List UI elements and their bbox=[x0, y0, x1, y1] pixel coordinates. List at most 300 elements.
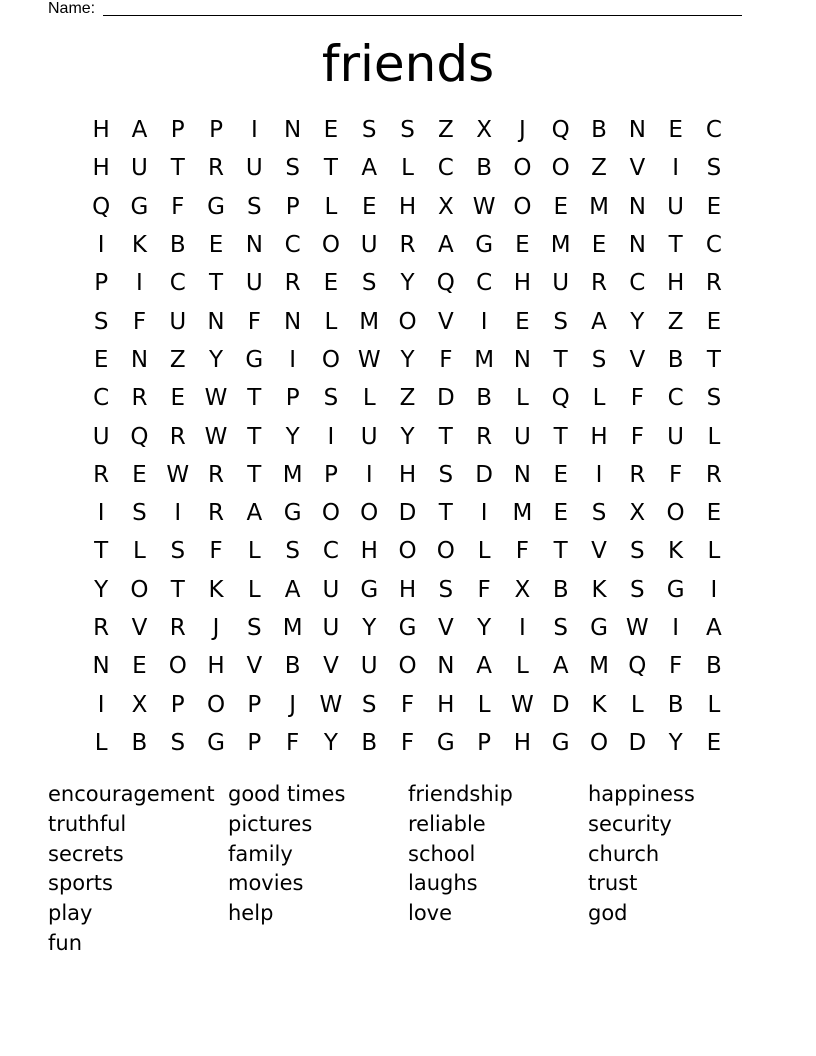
grid-cell: T bbox=[438, 423, 453, 450]
word-list-item: god bbox=[588, 901, 628, 926]
grid-cell: J bbox=[212, 615, 220, 641]
grid-cell: E bbox=[515, 232, 530, 259]
grid-cell: M bbox=[589, 653, 609, 680]
grid-cell: A bbox=[476, 653, 492, 680]
grid-cell: Z bbox=[591, 155, 607, 182]
grid-cell: F bbox=[477, 576, 491, 603]
grid-cell: U bbox=[169, 308, 187, 335]
grid-cell: A bbox=[284, 576, 301, 603]
grid-cell: Y bbox=[323, 729, 338, 756]
grid-cell: Q bbox=[92, 193, 111, 220]
grid-cell: E bbox=[323, 117, 339, 144]
grid-cell: H bbox=[398, 576, 417, 603]
grid-cell: N bbox=[245, 232, 263, 259]
grid-cell: L bbox=[707, 423, 721, 450]
grid-cell: L bbox=[247, 538, 261, 565]
grid-cell: A bbox=[131, 117, 148, 144]
grid-cell: U bbox=[245, 270, 263, 297]
grid-cell: P bbox=[94, 270, 109, 297]
grid-cell: M bbox=[359, 308, 380, 335]
grid-cell: F bbox=[209, 538, 223, 565]
grid-cell: U bbox=[552, 270, 570, 297]
word-list-item: church bbox=[588, 841, 660, 866]
grid-cell: Q bbox=[436, 270, 455, 297]
grid-cell: R bbox=[705, 270, 722, 297]
grid-cell: S bbox=[323, 385, 339, 412]
grid-cell: T bbox=[438, 500, 453, 527]
grid-cell: I bbox=[97, 691, 105, 718]
grid-cell: C bbox=[437, 155, 454, 182]
grid-cell: V bbox=[591, 538, 607, 565]
grid-cell: L bbox=[707, 538, 721, 565]
grid-cell: G bbox=[551, 729, 570, 756]
word-list-item: family bbox=[228, 841, 293, 866]
grid-cell: Y bbox=[668, 729, 683, 756]
grid-cell: A bbox=[591, 308, 607, 335]
grid-cell: P bbox=[285, 385, 300, 412]
grid-cell: L bbox=[516, 653, 529, 680]
grid-cell: O bbox=[130, 576, 149, 603]
grid-cell: Z bbox=[169, 346, 186, 373]
grid-cell: H bbox=[92, 155, 110, 182]
grid-cell: F bbox=[668, 461, 683, 488]
grid-cell: H bbox=[92, 117, 110, 144]
grid-cell: K bbox=[208, 576, 224, 603]
grid-cell: P bbox=[247, 729, 262, 756]
grid-cell: J bbox=[519, 117, 526, 144]
grid-cell: S bbox=[285, 155, 300, 182]
grid-cell: M bbox=[589, 193, 609, 220]
grid-cell: E bbox=[323, 270, 339, 297]
grid-cell: B bbox=[476, 385, 492, 412]
grid-cell: R bbox=[591, 270, 607, 297]
grid-cell: I bbox=[250, 117, 258, 144]
grid-cell: O bbox=[666, 500, 685, 527]
grid-cell: Y bbox=[285, 423, 300, 450]
grid-cell: I bbox=[672, 155, 679, 182]
grid-cell: Z bbox=[667, 308, 684, 335]
grid-cell: C bbox=[169, 270, 186, 297]
grid-cell: D bbox=[475, 461, 493, 488]
grid-cell: V bbox=[323, 653, 339, 680]
grid-cell: N bbox=[284, 308, 302, 335]
grid-cell: C bbox=[629, 270, 646, 297]
grid-cell: M bbox=[550, 232, 571, 259]
grid-cell: I bbox=[97, 500, 105, 527]
word-list-item: help bbox=[228, 901, 274, 926]
grid-cell: Q bbox=[551, 117, 570, 144]
grid-cell: I bbox=[97, 232, 105, 259]
grid-cell: S bbox=[361, 691, 377, 718]
grid-cell: N bbox=[92, 653, 110, 680]
grid-cell: U bbox=[360, 653, 378, 680]
grid-cell: T bbox=[553, 346, 568, 373]
grid-cell: R bbox=[169, 423, 186, 450]
grid-cell: S bbox=[93, 308, 109, 335]
grid-cell: P bbox=[170, 691, 185, 718]
grid-cell: L bbox=[324, 308, 338, 335]
grid-cell: W bbox=[204, 423, 228, 450]
grid-cell: G bbox=[283, 500, 302, 527]
grid-cell: T bbox=[323, 155, 338, 182]
grid-cell: V bbox=[131, 615, 148, 641]
grid-cell: B bbox=[361, 729, 378, 756]
grid-cell: S bbox=[400, 117, 415, 144]
grid-cell: P bbox=[477, 729, 492, 756]
grid-cell: H bbox=[207, 653, 225, 680]
grid-cell: K bbox=[591, 576, 607, 603]
grid-cell: B bbox=[706, 653, 722, 680]
word-list-item: play bbox=[48, 901, 93, 926]
grid-cell: T bbox=[553, 538, 568, 565]
word-list-item: good times bbox=[228, 782, 346, 806]
name-label: Name: bbox=[48, 0, 96, 17]
grid-cell: G bbox=[207, 193, 225, 220]
grid-cell: R bbox=[284, 270, 301, 297]
grid-cell: P bbox=[323, 461, 338, 488]
grid-cell: E bbox=[668, 117, 683, 144]
word-list-item: movies bbox=[228, 871, 304, 896]
grid-cell: V bbox=[629, 155, 646, 182]
grid-cell: L bbox=[247, 576, 261, 603]
word-list-item: laughs bbox=[408, 871, 478, 896]
grid-cell: N bbox=[130, 346, 149, 373]
grid-cell: Y bbox=[94, 576, 109, 603]
grid-cell: N bbox=[284, 117, 302, 144]
grid-cell: E bbox=[591, 232, 607, 259]
grid-cell: O bbox=[360, 500, 379, 527]
grid-cell: F bbox=[439, 346, 453, 373]
grid-cell: O bbox=[321, 232, 340, 259]
grid-cell: E bbox=[553, 461, 568, 488]
grid-cell: T bbox=[706, 346, 721, 373]
grid-cell: L bbox=[401, 155, 414, 182]
grid-cell: S bbox=[630, 538, 645, 565]
grid-cell: C bbox=[476, 270, 493, 297]
grid-cell: Q bbox=[628, 653, 647, 680]
grid-cell: S bbox=[132, 500, 147, 527]
grid-cell: T bbox=[553, 423, 568, 450]
grid-cell: S bbox=[591, 500, 607, 527]
grid-cell: U bbox=[245, 155, 263, 182]
grid-cell: H bbox=[513, 270, 532, 297]
grid-cell: E bbox=[361, 193, 377, 220]
grid-cell: P bbox=[285, 193, 300, 220]
grid-cell: S bbox=[706, 385, 722, 412]
grid-cell: N bbox=[437, 653, 455, 680]
word-list-item: pictures bbox=[228, 811, 313, 836]
grid-cell: I bbox=[519, 615, 526, 641]
grid-cell: F bbox=[515, 538, 530, 565]
grid-cell: L bbox=[707, 691, 721, 718]
grid-cell: G bbox=[398, 615, 417, 641]
grid-cell: H bbox=[590, 423, 608, 450]
grid-cell: R bbox=[476, 423, 493, 450]
grid-cell: I bbox=[710, 576, 718, 603]
grid-cell: W bbox=[357, 346, 381, 373]
grid-cell: A bbox=[437, 232, 454, 259]
grid-cell: O bbox=[168, 653, 187, 680]
grid-cell: G bbox=[475, 232, 494, 259]
grid-cell: F bbox=[171, 193, 185, 220]
grid-cell: I bbox=[595, 461, 603, 488]
grid-cell: L bbox=[362, 385, 376, 412]
grid-cell: U bbox=[360, 423, 378, 450]
grid-cell: A bbox=[361, 155, 378, 182]
grid-cell: G bbox=[130, 193, 149, 220]
grid-cell: U bbox=[667, 423, 685, 450]
grid-cell: T bbox=[247, 385, 262, 412]
grid-cell: Y bbox=[630, 308, 645, 335]
grid-cell: F bbox=[400, 729, 415, 756]
grid-cell: I bbox=[174, 500, 182, 527]
grid-cell: E bbox=[553, 193, 568, 220]
grid-cell: E bbox=[706, 729, 722, 756]
grid-cell: X bbox=[629, 500, 646, 527]
grid-cell: O bbox=[398, 308, 417, 335]
grid-cell: C bbox=[93, 385, 110, 412]
grid-cell: H bbox=[513, 729, 532, 756]
grid-cell: N bbox=[513, 461, 532, 488]
grid-cell: X bbox=[437, 193, 454, 220]
grid-cell: U bbox=[360, 232, 378, 259]
word-list-item: school bbox=[408, 841, 476, 866]
grid-cell: V bbox=[437, 615, 454, 641]
grid-cell: S bbox=[706, 155, 722, 182]
word-list-item: sports bbox=[48, 871, 113, 896]
grid-cell: R bbox=[131, 385, 148, 412]
grid-cell: R bbox=[208, 461, 225, 488]
grid-cell: S bbox=[438, 576, 454, 603]
letter-grid bbox=[82, 111, 733, 762]
grid-cell: H bbox=[360, 538, 378, 565]
grid-cell: U bbox=[131, 155, 148, 182]
grid-cell: C bbox=[667, 385, 684, 412]
grid-cell: T bbox=[94, 538, 109, 565]
grid-cell: O bbox=[321, 500, 340, 527]
grid-cell: U bbox=[322, 615, 340, 641]
grid-cell: A bbox=[706, 615, 722, 641]
grid-cell: S bbox=[361, 117, 377, 144]
grid-cell: G bbox=[590, 615, 608, 641]
grid-cell: S bbox=[285, 538, 300, 565]
grid-cell: H bbox=[437, 691, 455, 718]
word-list-item: fun bbox=[48, 930, 83, 955]
grid-cell: R bbox=[169, 615, 186, 641]
grid-cell: I bbox=[672, 615, 679, 641]
grid-cell: C bbox=[705, 117, 722, 144]
word-list-item: friendship bbox=[408, 782, 513, 806]
grid-cell: I bbox=[480, 308, 488, 335]
grid-cell: E bbox=[553, 500, 568, 527]
grid-cell: B bbox=[552, 576, 569, 603]
grid-cell: E bbox=[93, 346, 109, 373]
grid-cell: W bbox=[625, 615, 649, 641]
grid-cell: G bbox=[360, 576, 379, 603]
grid-cell: U bbox=[513, 423, 531, 450]
grid-cell: E bbox=[706, 308, 722, 335]
grid-cell: U bbox=[92, 423, 110, 450]
grid-cell: S bbox=[438, 461, 454, 488]
grid-cell: T bbox=[668, 232, 683, 259]
grid-cell: B bbox=[591, 117, 607, 144]
grid-cell: D bbox=[398, 500, 417, 527]
grid-cell: E bbox=[132, 461, 147, 488]
grid-cell: X bbox=[514, 576, 531, 603]
grid-cell: D bbox=[436, 385, 455, 412]
grid-cell: T bbox=[170, 576, 185, 603]
grid-cell: Y bbox=[362, 615, 377, 641]
grid-cell: V bbox=[246, 653, 263, 680]
grid-cell: C bbox=[322, 538, 339, 565]
grid-cell: E bbox=[706, 193, 722, 220]
word-list-item: truthful bbox=[48, 811, 127, 836]
grid-cell: X bbox=[131, 691, 148, 718]
grid-cell: A bbox=[246, 500, 263, 527]
grid-cell: F bbox=[668, 653, 683, 680]
word-list-item: encouragement bbox=[48, 782, 215, 806]
grid-cell: H bbox=[398, 193, 417, 220]
grid-cell: J bbox=[289, 691, 297, 718]
grid-cell: C bbox=[705, 232, 722, 259]
word-list-item: trust bbox=[588, 871, 638, 896]
grid-cell: G bbox=[207, 729, 225, 756]
grid-cell: H bbox=[666, 270, 685, 297]
grid-cell: O bbox=[206, 691, 226, 718]
grid-cell: G bbox=[436, 729, 455, 756]
grid-cell: L bbox=[477, 538, 491, 565]
grid-cell: K bbox=[668, 538, 684, 565]
grid-cell: U bbox=[322, 576, 340, 603]
grid-cell: P bbox=[209, 117, 223, 144]
grid-cell: F bbox=[247, 308, 261, 335]
grid-cell: P bbox=[247, 691, 262, 718]
grid-cell: U bbox=[667, 193, 685, 220]
grid-cell: Y bbox=[400, 346, 415, 373]
page-title: friends bbox=[321, 35, 495, 93]
grid-cell: N bbox=[207, 308, 225, 335]
grid-cell: R bbox=[93, 461, 110, 488]
grid-cell: T bbox=[170, 155, 185, 182]
word-list-item: love bbox=[408, 901, 453, 926]
grid-cell: W bbox=[319, 691, 343, 718]
grid-cell: I bbox=[480, 500, 488, 527]
grid-cell: B bbox=[476, 155, 492, 182]
grid-cell: O bbox=[513, 155, 532, 182]
word-list-item: security bbox=[588, 811, 672, 836]
grid-cell: S bbox=[630, 576, 645, 603]
grid-cell: L bbox=[324, 193, 338, 220]
grid-cell: D bbox=[551, 691, 570, 718]
name-field bbox=[48, 0, 742, 20]
grid-cell: F bbox=[630, 385, 644, 412]
grid-cell: O bbox=[398, 653, 417, 680]
word-list-item: happiness bbox=[588, 782, 695, 806]
grid-cell: N bbox=[628, 193, 646, 220]
grid-cell: Z bbox=[437, 117, 454, 144]
grid-cell: L bbox=[94, 729, 108, 756]
grid-cell: E bbox=[706, 500, 722, 527]
grid-cell: S bbox=[170, 538, 186, 565]
grid-cell: S bbox=[553, 615, 569, 641]
grid-cell: E bbox=[208, 232, 224, 259]
grid-cell: R bbox=[93, 615, 110, 641]
grid-cell: S bbox=[553, 308, 569, 335]
grid-cell: N bbox=[513, 346, 532, 373]
grid-cell: Y bbox=[400, 423, 415, 450]
grid-cell: G bbox=[666, 576, 685, 603]
grid-cell: W bbox=[511, 691, 534, 718]
grid-cell: R bbox=[399, 232, 416, 259]
grid-cell: Y bbox=[477, 615, 492, 641]
grid-cell: W bbox=[166, 461, 190, 488]
grid-cell: S bbox=[247, 615, 262, 641]
word-list-item: secrets bbox=[48, 841, 124, 866]
grid-cell: P bbox=[170, 117, 185, 144]
grid-cell: K bbox=[131, 232, 147, 259]
grid-cell: Y bbox=[209, 346, 224, 373]
grid-cell: M bbox=[512, 500, 533, 527]
grid-cell: F bbox=[400, 691, 415, 718]
grid-cell: I bbox=[365, 461, 373, 488]
grid-cell: R bbox=[705, 461, 722, 488]
grid-cell: B bbox=[169, 232, 186, 259]
grid-cell: I bbox=[289, 346, 297, 373]
grid-cell: O bbox=[436, 538, 455, 565]
grid-cell: I bbox=[136, 270, 143, 297]
grid-cell: O bbox=[551, 155, 570, 182]
grid-cell: O bbox=[398, 538, 417, 565]
grid-cell: F bbox=[630, 423, 644, 450]
grid-cell: C bbox=[284, 232, 301, 259]
grid-cell: M bbox=[282, 461, 303, 488]
grid-cell: V bbox=[437, 308, 454, 335]
grid-cell: X bbox=[476, 117, 492, 144]
grid-cell: S bbox=[170, 729, 186, 756]
grid-cell: B bbox=[667, 691, 684, 718]
grid-cell: R bbox=[629, 461, 646, 488]
grid-cell: F bbox=[132, 308, 147, 335]
grid-cell: I bbox=[327, 423, 335, 450]
grid-cell: S bbox=[591, 346, 607, 373]
grid-cell: H bbox=[398, 461, 417, 488]
grid-cell: B bbox=[131, 729, 148, 756]
grid-cell: L bbox=[133, 538, 146, 565]
grid-cell: R bbox=[208, 500, 225, 527]
grid-cell: D bbox=[628, 729, 647, 756]
grid-cell: L bbox=[477, 691, 491, 718]
word-list-item: reliable bbox=[408, 811, 486, 836]
grid-cell: N bbox=[628, 232, 646, 259]
grid-cell: E bbox=[170, 385, 186, 412]
grid-cell: L bbox=[592, 385, 606, 412]
grid-cell: N bbox=[628, 117, 646, 144]
grid-cell: L bbox=[516, 385, 529, 412]
grid-cell: M bbox=[474, 346, 495, 373]
grid-cell: S bbox=[361, 270, 377, 297]
grid-cell: Q bbox=[130, 423, 149, 450]
grid-cell: Q bbox=[551, 385, 570, 412]
grid-cell: L bbox=[630, 691, 644, 718]
name-line bbox=[103, 15, 742, 16]
grid-cell: Y bbox=[400, 270, 415, 297]
grid-cell: W bbox=[204, 385, 228, 412]
grid-cell: E bbox=[515, 308, 530, 335]
grid-cell: B bbox=[667, 346, 684, 373]
grid-cell: M bbox=[282, 615, 303, 641]
grid-cell: W bbox=[472, 193, 496, 220]
grid-cell: T bbox=[247, 461, 262, 488]
